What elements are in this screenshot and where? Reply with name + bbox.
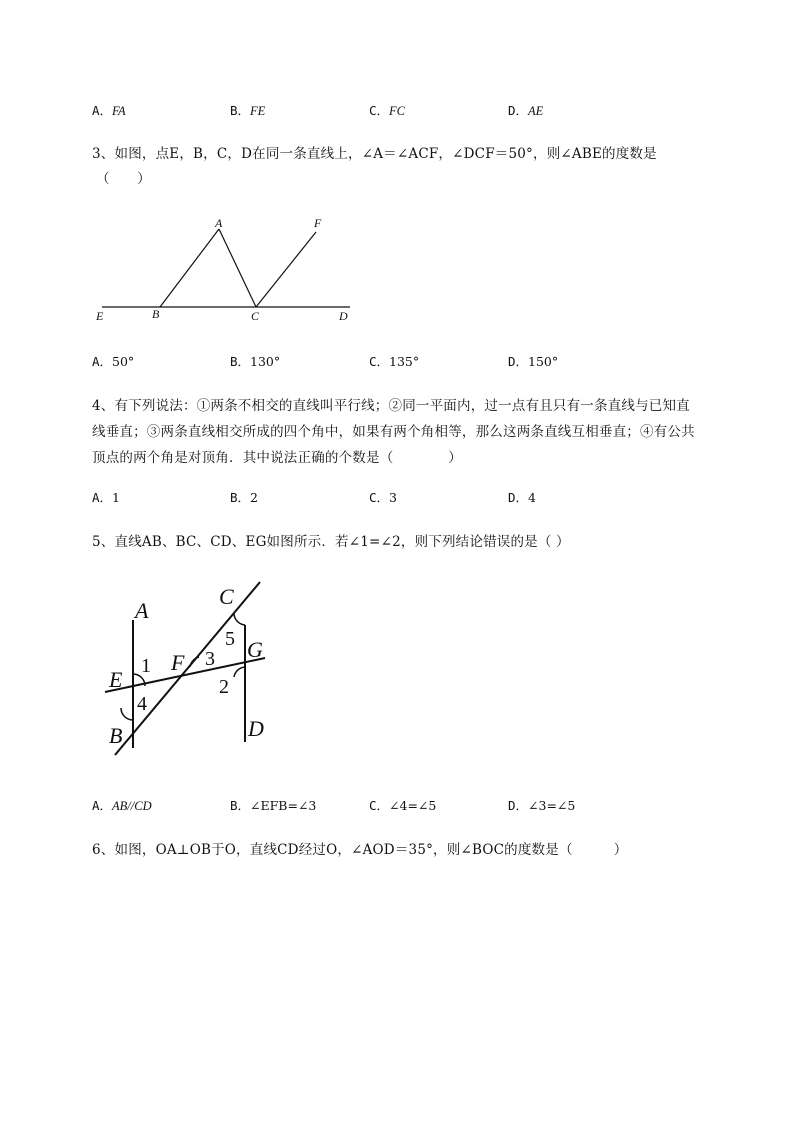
label-b: B	[109, 723, 123, 748]
angle-label-1: 1	[141, 655, 151, 677]
q5-option-c[interactable]: C．∠4=∠5	[369, 798, 437, 813]
q3-option-d[interactable]: D．150°	[508, 354, 559, 369]
q3-figure	[90, 210, 360, 330]
q5-stem: 5、直线AB、BC、CD、EG如图所示．若∠1=∠2，则下列结论错误的是（ ）	[92, 534, 570, 550]
q3-option-c[interactable]: C．135°	[369, 354, 420, 369]
label-c: C	[219, 584, 234, 609]
angle-5-arc	[234, 614, 245, 625]
angle-label-2: 2	[219, 676, 229, 698]
label-f: F	[314, 216, 322, 230]
q4-stem-line-1: 4、有下列说法：①两条不相交的直线叫平行线；②同一平面内，过一点有且只有一条直线与已知直	[92, 398, 690, 414]
q5-option-b[interactable]: B．∠EFB=∠3	[230, 798, 317, 813]
angle-label-5: 5	[225, 628, 235, 650]
angle-label-4: 4	[137, 693, 147, 715]
label-a: A	[215, 216, 223, 230]
ray-cf	[256, 232, 316, 307]
label-e: E	[109, 667, 123, 692]
label-a: A	[135, 598, 149, 623]
q2-option-c[interactable]: C．FC	[369, 103, 406, 118]
q4-option-b[interactable]: B．2	[230, 490, 258, 505]
label-g: G	[247, 637, 263, 662]
label-d: D	[248, 716, 264, 741]
q5-figure	[95, 570, 280, 770]
angle-label-3: 3	[205, 648, 215, 670]
angle-4-arc	[121, 708, 133, 720]
q2-option-a[interactable]: A．FA	[92, 103, 126, 118]
line-eg	[105, 658, 265, 692]
angle-2-arc	[234, 667, 245, 677]
label-d: D	[339, 309, 348, 323]
q2-option-b[interactable]: B．FE	[230, 103, 266, 118]
segment-ac	[219, 229, 256, 307]
q3-answer-blank: （ ）	[96, 171, 151, 187]
segment-ab	[160, 229, 219, 307]
q3-option-b[interactable]: B．130°	[230, 354, 281, 369]
angle-3-arc	[190, 657, 199, 667]
label-f: F	[171, 650, 185, 675]
q5-option-a[interactable]: A．AB//CD	[92, 798, 152, 813]
q3-option-a[interactable]: A．50°	[92, 354, 135, 369]
label-b: B	[152, 307, 160, 321]
label-e: E	[96, 309, 104, 323]
q5-option-d[interactable]: D．∠3=∠5	[508, 798, 576, 813]
q2-option-d[interactable]: D．AE	[508, 103, 544, 118]
q4-option-a[interactable]: A．1	[92, 490, 120, 505]
q4-option-c[interactable]: C．3	[369, 490, 397, 505]
q4-stem-line-2: 线垂直；③两条直线相交所成的四个角中，如果有两个角相等，那么这两条直线互相垂直；④有公共	[92, 424, 695, 440]
q6-stem: 6、如图，OA⊥OB于O，直线CD经过O，∠AOD＝35°，则∠BOC的度数是（ ）	[92, 842, 628, 858]
q4-stem-line-3: 顶点的两个角是对顶角．其中说法正确的个数是（ ）	[92, 450, 462, 466]
label-c: C	[251, 309, 260, 323]
q4-option-d[interactable]: D．4	[508, 490, 536, 505]
q3-stem: 3、如图，点E，B，C，D在同一条直线上，∠A＝∠ACF，∠DCF＝50°，则∠ABE的度数是	[92, 146, 657, 162]
